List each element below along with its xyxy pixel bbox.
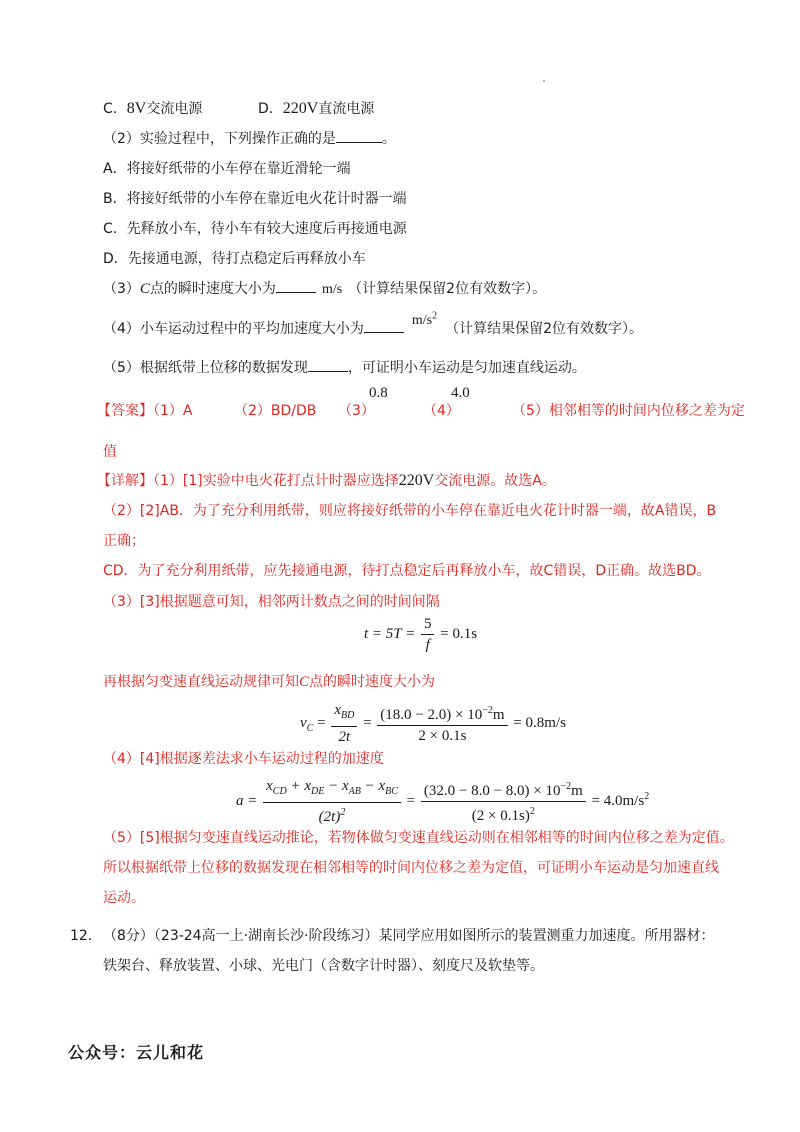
option-c: C．8V交流电源 <box>103 100 203 117</box>
question-12-line-2: 铁架台、释放装置、小球、光电门（含数字计时器）、刻度尺及软垫等。 <box>103 958 544 974</box>
detail-part-5-line-3: 运动。 <box>103 890 145 906</box>
detail-part-3: （3）[3]根据题意可知，相邻两计数点之间的时间间隔 <box>103 594 440 610</box>
page-mark-dot <box>543 80 545 82</box>
answer-blank <box>276 278 316 293</box>
answer-blank <box>364 318 404 333</box>
detail-part-2-line-3: CD．为了充分利用纸带，应先接通电源，待打点稳定后再释放小车，故C错误，D正确。故选BD。 <box>103 563 711 579</box>
detail-part-2-line-2: 正确； <box>103 533 145 549</box>
question-2-option-d: D．先接通电源，待打点稳定后再释放小车 <box>103 251 366 267</box>
answer-blank <box>336 128 382 143</box>
detail-part-4: （4）[4]根据逐差法求小车运动过程的加速度 <box>103 751 384 767</box>
answer-5: （5）相邻相等的时间内位移之差为定 <box>512 403 745 419</box>
detail-part-1: 【详解】（1）[1]实验中电火花打点计时器应选择220V交流电源。故选A。 <box>97 472 556 489</box>
question-2-stem: （2）实验过程中，下列操作正确的是 。 <box>103 128 396 148</box>
answer-5-continued: 值 <box>103 444 117 460</box>
question-2-option-c: C．先释放小车，待小车有较大速度后再接通电源 <box>103 221 407 237</box>
question-12-line-1: （8分）（23-24高一上·湖南长沙·阶段练习）某同学应用如图所示的装置测重力加速度。所用器材： <box>103 928 715 944</box>
formula-acceleration: a = $\frac{x_{CD} + x_{DE} - x_{AB} - x_{BC}}{(2t)^2}$ = $\frac{(32.0 - 8.0 - 8.0) \times 10^{-2}m}{(2 \times 0.1s)^2}$ = $4.0m/s^2$ <box>236 778 650 825</box>
formula-time-interval: t = 5T = $\frac{5}{f}$ = 0.1s <box>364 616 478 653</box>
detail-part-3b: 再根据匀变速直线运动规律可知C点的瞬时速度大小为 <box>103 674 436 690</box>
question-4: （4）小车运动过程中的平均加速度大小为$m/s^2$（计算结果保留2位有效数字）。 <box>103 310 644 337</box>
question-2-option-a: A．将接好纸带的小车停在靠近滑轮一端 <box>103 161 351 177</box>
answer-3-label: （3） <box>338 403 375 419</box>
question-2-option-b: B．将接好纸带的小车停在靠近电火花计时器一端 <box>103 191 407 207</box>
detail-part-2-line-1: （2）[2]AB．为了充分利用纸带，则应将接好纸带的小车停在靠近电火花计时器一端，故A错误，B <box>103 503 717 519</box>
formula-velocity-c: $v_C$ = $\frac{x_{BD}}{2t}$ = $\frac{(18.0 - 2.0) \times 10^{-2}m}{2 \times 0.1s}$ = 0.8m/s <box>300 702 566 745</box>
footer-wechat-account: 公众号：云儿和花 <box>68 1043 205 1062</box>
answer-blank <box>308 357 348 372</box>
question-12-number: 12． <box>70 928 102 944</box>
answer-4-label: （4） <box>423 403 460 419</box>
answer-2: （2）BD/DB <box>234 403 317 419</box>
question-5: （5）根据纸带上位移的数据发现 ，可证明小车运动是匀加速直线运动。 <box>103 357 586 377</box>
detail-part-5-line-2: 所以根据纸带上位移的数据发现在相邻相等的时间内位移之差为定值，可证明小车运动是匀加速直线 <box>103 860 719 876</box>
question-3: （3）C点的瞬时速度大小为 m/s （计算结果保留2位有效数字）。 <box>103 278 546 298</box>
answer-line: 【答案】（1）A <box>97 403 193 419</box>
answer-4-value: 4.0 <box>451 385 470 401</box>
answer-3-value: 0.8 <box>369 385 388 401</box>
option-d: D．220V直流电源 <box>258 100 375 117</box>
detail-part-5-line-1: （5）[5]根据匀变速直线运动推论，若物体做匀变速直线运动则在相邻相等的时间内位移之差为定值。 <box>103 830 734 846</box>
